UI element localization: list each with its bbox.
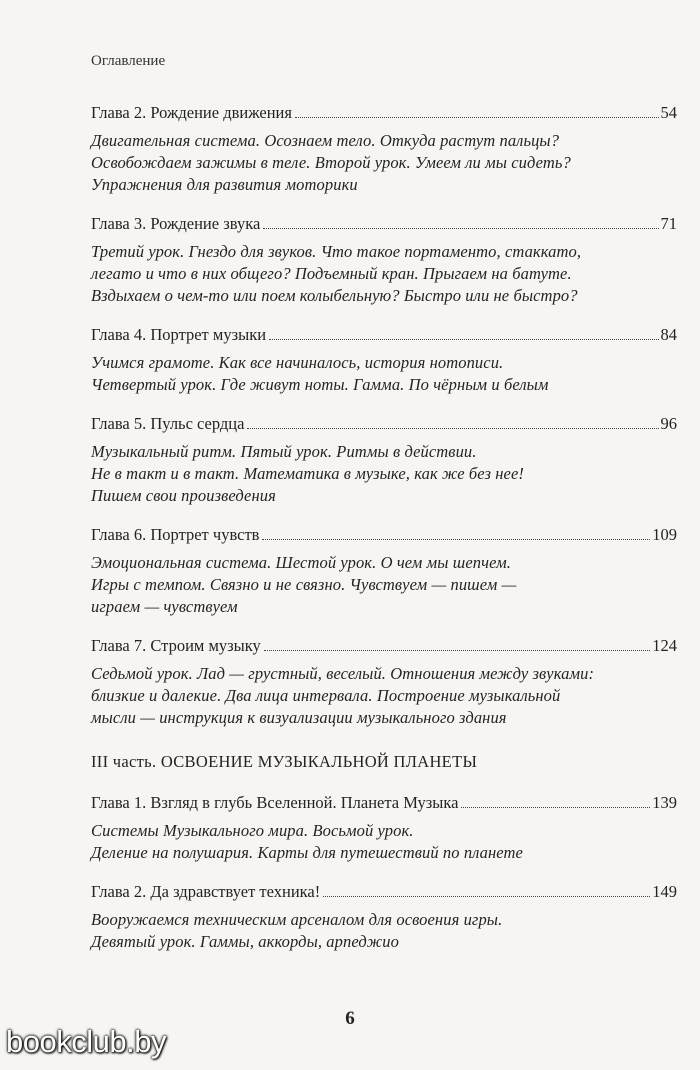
dot-leader xyxy=(269,339,658,340)
chapter-description xyxy=(91,130,677,196)
toc-entry-part3-ch1 xyxy=(91,792,677,864)
chapter-description xyxy=(91,663,677,729)
chapter-description xyxy=(91,552,677,618)
dot-leader xyxy=(247,428,658,429)
chapter-title: Глава 4. Портрет музыки xyxy=(91,325,267,344)
description-line: Не в такт и в такт. Математика в музыке, как же без нее! xyxy=(91,464,524,483)
chapter-line xyxy=(91,881,677,903)
dot-leader xyxy=(295,117,659,118)
chapter-title: Глава 7. Строим музыку xyxy=(91,636,261,655)
toc-entry-part3-ch2 xyxy=(91,881,677,953)
description-line: Седьмой урок. Лад — грустный, веселый. Отношения между звуками: xyxy=(91,664,595,683)
description-line: Третий урок. Гнездо для звуков. Что такое портаменто, стаккато, xyxy=(91,242,582,261)
chapter-title: Глава 2. Да здравствует техника! xyxy=(91,882,321,901)
description-line: Освобождаем зажимы в теле. Второй урок. Умеем ли мы сидеть? xyxy=(91,153,571,172)
dot-leader xyxy=(263,228,658,229)
chapter-title: Глава 1. Взгляд в глубь Вселенной. Планета Музыка xyxy=(91,793,459,812)
chapter-description xyxy=(91,820,677,864)
chapter-line xyxy=(91,102,677,124)
description-line: Двигательная система. Осознаем тело. Откуда растут пальцы? xyxy=(91,131,560,150)
description-line: Четвертый урок. Где живут ноты. Гамма. По чёрным и белым xyxy=(91,375,549,394)
page-number: 96 xyxy=(660,414,677,433)
chapter-title: Глава 3. Рождение звука xyxy=(91,214,261,233)
chapter-title: Глава 5. Пульс сердца xyxy=(91,414,245,433)
toc-entry-ch6 xyxy=(91,524,677,618)
page-folio: 6 xyxy=(345,1008,355,1029)
chapter-description xyxy=(91,241,677,307)
chapter-description xyxy=(91,909,677,953)
description-line: Вооружаемся техническим арсеналом для освоения игры. xyxy=(91,910,503,929)
chapter-description xyxy=(91,352,677,396)
description-line: Упражнения для развития моторики xyxy=(91,175,358,194)
description-line: близкие и далекие. Два лица интервала. Построение музыкальной xyxy=(91,686,561,705)
toc-entry-ch3 xyxy=(91,213,677,307)
chapter-title: Глава 2. Рождение движения xyxy=(91,103,292,122)
chapter-line xyxy=(91,324,677,346)
description-line: Системы Музыкального мира. Восьмой урок. xyxy=(91,821,414,840)
toc-entry-ch2 xyxy=(91,102,677,196)
description-line: Вздыхаем о чем-то или поем колыбельную? Быстро или не быстро? xyxy=(91,286,578,305)
toc-entry-ch7 xyxy=(91,635,677,729)
toc-entry-ch5 xyxy=(91,413,677,507)
description-line: Эмоциональная система. Шестой урок. О чем мы шепчем. xyxy=(91,553,511,572)
chapter-line xyxy=(91,413,677,435)
dot-leader xyxy=(264,650,650,651)
table-of-contents xyxy=(91,102,677,970)
chapter-line xyxy=(91,524,677,546)
page-number: 124 xyxy=(652,636,677,655)
description-line: играем — чувствуем xyxy=(91,597,238,616)
page-number: 71 xyxy=(660,214,677,233)
description-line: Деление на полушария. Карты для путешествий по планете xyxy=(91,843,523,862)
description-line: Пишем свои произведения xyxy=(91,486,276,505)
watermark: bookclub.by xyxy=(6,1024,166,1059)
page-number: 54 xyxy=(660,103,677,122)
description-line: Музыкальный ритм. Пятый урок. Ритмы в действии. xyxy=(91,442,477,461)
chapter-line xyxy=(91,635,677,657)
page-number: 109 xyxy=(652,525,677,544)
toc-entry-ch4 xyxy=(91,324,677,396)
description-line: Игры с темпом. Связно и не связно. Чувствуем — пишем — xyxy=(91,575,517,594)
page-number: 84 xyxy=(660,325,677,344)
description-line: легато и что в них общего? Подъемный кран. Прыгаем на батуте. xyxy=(91,264,572,283)
running-head: Оглавление xyxy=(91,53,166,69)
dot-leader xyxy=(262,539,650,540)
page-number: 139 xyxy=(652,793,677,812)
description-line: мысли — инструкция к визуализации музыкального здания xyxy=(91,708,507,727)
description-line: Девятый урок. Гаммы, аккорды, арпеджио xyxy=(91,932,399,951)
chapter-description xyxy=(91,441,677,507)
chapter-title: Глава 6. Портрет чувств xyxy=(91,525,260,544)
dot-leader xyxy=(461,807,650,808)
dot-leader xyxy=(323,896,650,897)
chapter-line xyxy=(91,792,677,814)
part-heading: III часть. ОСВОЕНИЕ МУЗЫКАЛЬНОЙ ПЛАНЕТЫ xyxy=(91,752,478,771)
description-line: Учимся грамоте. Как все начиналось, история нотописи. xyxy=(91,353,504,372)
chapter-line xyxy=(91,213,677,235)
page-number: 149 xyxy=(652,882,677,901)
